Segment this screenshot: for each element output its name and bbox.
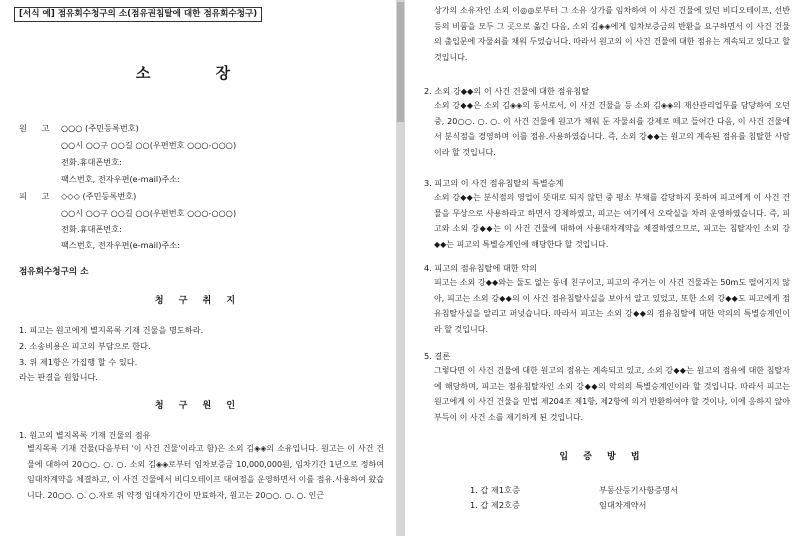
claim-item-3: 3. 위 제1항은 가집행 할 수 있다.: [19, 357, 138, 367]
defendant-phone: 전화․휴대폰번호:: [61, 224, 122, 234]
evidence-item-2-document: 임대차계약서: [599, 500, 647, 510]
section-3-body: 소외 강◆◆는 분식점의 영업이 뜻대로 되지 않던 중 평소 부채를 감당하지 못하여 피고에게 이 사건 건물을 무상으로 사용하라고 하면서 강제하였고, 피고는 여기에서 오락실을 차려 운영하였습니다. 즉, 피고와 소외 강◆◆는 이 사건 건물에 대하여 사용대차계약을 체결하였으므로, 피고는 침탈자인 소외 강◆◆는 피고의 특별승계인에 해당한다 할 것입니다.: [434, 193, 790, 249]
defendant-email: 팩스번호, 전자우편(e-mail)주소:: [61, 240, 180, 250]
cause-heading: 청 구 원 인: [154, 401, 242, 411]
scrollbar-thumb[interactable]: [397, 2, 404, 122]
form-header: [서식 예] 점유회수청구의 소(점유권침탈에 대한 점유회수청구): [14, 7, 262, 22]
evidence-item-1-document: 부동산등기사항증명서: [599, 485, 679, 495]
evidence-item-1-number: 1. 갑 제1호증: [470, 485, 520, 495]
plaintiff-phone: 전화․휴대폰번호:: [61, 157, 122, 167]
document-title: 소 장: [135, 64, 261, 82]
claim-item-1: 1. 피고는 원고에게 별지목록 기재 건물을 명도하라.: [19, 325, 204, 335]
document-page-right: [405, 0, 800, 536]
section-5-title: 5. 결론: [424, 351, 451, 361]
plaintiff-email: 팩스번호, 전자우편(e-mail)주소:: [61, 174, 180, 184]
section-4-body: 피고는 소외 강◆◆와는 둘도 없는 동네 친구이고, 피고의 주거는 이 사건 건물과는 50m도 떨어지지 않아, 피고는 소외 강◆◆의 이 사건 점유침탈사실을 보아서 알고 있었고, 또한 소외 강◆◆도 피고에게 점유침탈사실을 알리고 퍼넛습니다. 따라서 피고는 소외 강◆◆의 점유침탈에 대한 악의의 특별승계인이라 할 것입니다.: [434, 278, 790, 334]
defendant-name: ◇◇◇ (주민등록번호): [61, 191, 137, 201]
section-2-title: 2. 소외 강◆◆의 이 사건 건물에 대한 점유침탈: [424, 86, 590, 96]
section-2-body: 소외 강◆◆은 소외 김◈◈의 동서로서, 이 사건 건물을 등 소외 김◈◈의 재산관리업무를 담당하여 오던 중, 20○○. ○. ○. 이 사건 건물에 원고가 채워 둔 자물쇠를 강제로 떼고 들어간 다음, 이 사건 건물에서 분식점을 경영하며 이를 점유․사용하였습니다. 즉, 소외 강◆◆는 원고의 계속된 점유를 침탈한 사람이라 할 것입니다.: [434, 101, 790, 157]
cause-1-body: 별지목록 기재 건물(다음부터 '이 사건 건물'이라고 함)은 소외 김◈◈의 소유입니다. 원고는 이 사건 건물에 대하여 20○○. ○. ○. 소외 김◈◈로부터 임차보증금 10,000,000원, 임차기간 1년으로 정하여 임대차계약을 체결하고, 이 사건 건물에서 비디오테이프 대여점을 운영하면서 이를 점유․사용하여 왔습니다. 20○○. ○. ○.자로 위 약정 임대차기간이 만료하자, 원고는 20○○. ○. ○. 인근: [27, 444, 384, 500]
cause-1-continued: 상가의 소유자인 소외 이◎◎로부터 그 소유 상가를 임차하여 이 사건 건물에 있던 비디오테이프, 선반 등의 비품을 모두 그 곳으로 옮긴 다음, 소외 김◈◈에게 임차보증금의 반환을 요구하면서 이 사건 건물의 출입문에 자물쇠를 채워 두었습니다. 따라서 원고의 이 사건 건물에 대한 점유는 계속되고 있다고 할 것입니다.: [434, 6, 790, 62]
section-3-title: 3. 피고의 이 사건 점유침탈의 특별승계: [424, 178, 564, 188]
plaintiff-name: ○○○ (주민등록번호): [61, 123, 139, 133]
case-title: 점유회수청구의 소: [19, 267, 89, 277]
plaintiff-address: ○○시 ○○구 ○○길 ○○(우편번호 ○○○-○○○): [61, 140, 237, 150]
claim-closing: 라는 판결을 원합니다.: [19, 372, 98, 382]
claim-item-2: 2. 소송비용은 피고의 부담으로 한다.: [19, 341, 151, 351]
defendant-address: ○○시 ○○구 ○○길 ○○(우편번호 ○○○-○○○): [61, 208, 237, 218]
section-5-body: 그렇다면 이 사건 건물에 대한 원고의 점유는 계속되고 있고, 소외 강◆◆는 원고의 점유에 대한 침탈자에 해당하며, 피고는 점유침탈자인 소외 강◆◆의 악의의 특별승계인이라 할 것입니다. 따라서 피고는 원고에게 이 사건 건물을 민법 제204조 제1항, 제2항에 의거 반환하여야 할 것이나, 이에 응하지 않아 부득이 이 사건 소를 제기하게 된 것입니다.: [434, 366, 790, 422]
document-page-left: [0, 0, 396, 536]
evidence-item-2-number: 1. 갑 제2호증: [470, 500, 520, 510]
cause-1-title: 1. 원고의 별지목록 기재 건물의 점유: [19, 430, 151, 440]
plaintiff-label: 원 고: [19, 123, 56, 133]
vertical-scrollbar[interactable]: [396, 0, 405, 536]
section-4-title: 4. 피고의 점유침탈에 대한 악의: [424, 263, 538, 273]
claim-heading: 청 구 취 지: [154, 296, 242, 306]
defendant-label: 피 고: [19, 191, 56, 201]
evidence-heading: 입 증 방 법: [559, 452, 646, 462]
